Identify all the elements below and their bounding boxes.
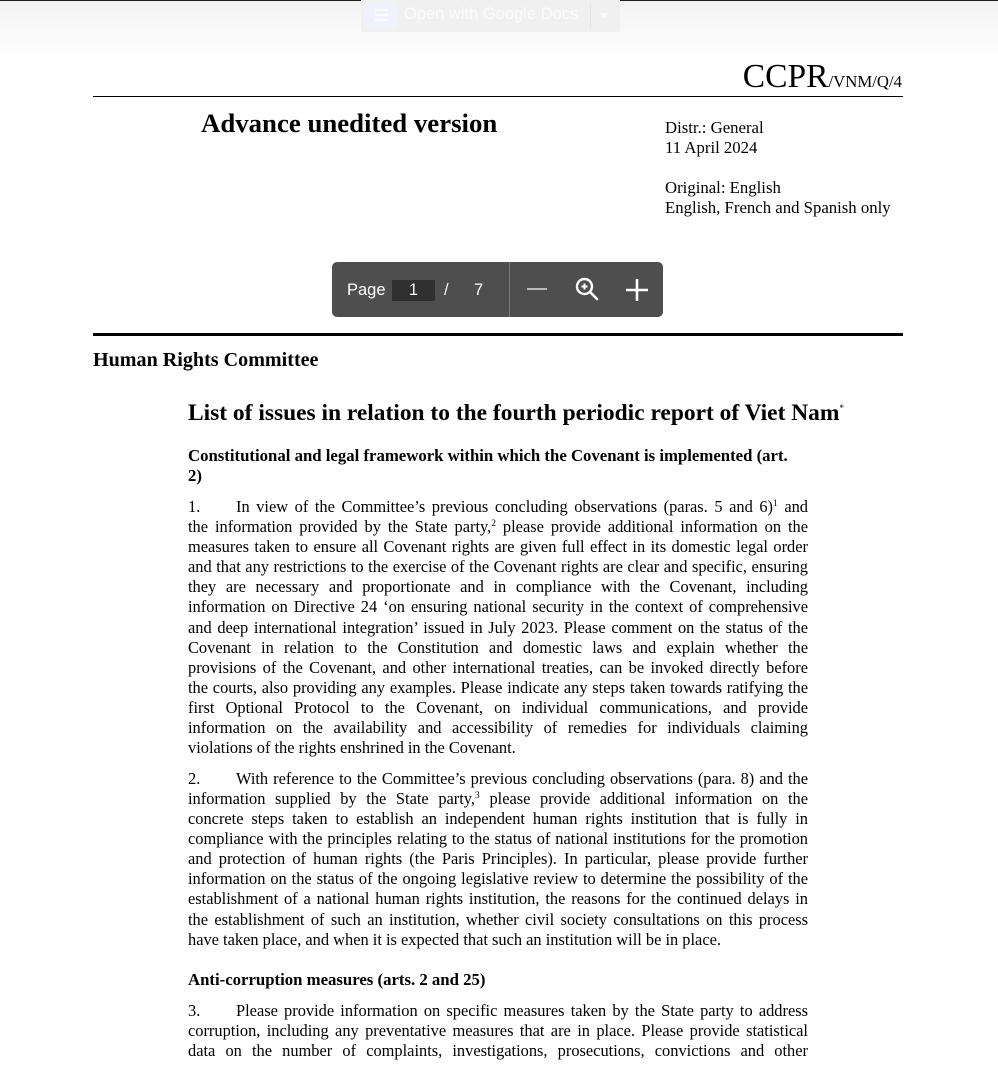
section-heading-line: 2): [188, 466, 202, 486]
chevron-down-icon[interactable]: [599, 13, 609, 18]
distribution-line: Distr.: General: [665, 118, 764, 137]
paragraph-line: data on the number of complaints, investigations, prosecutions, convictions and other: [188, 1040, 808, 1060]
paragraph-line: Covenant in relation to the Constitution and domestic laws and explain whether the: [188, 637, 808, 657]
paragraph-line: corruption, including any preventative measures that are in place. Please provide statistical: [188, 1020, 808, 1040]
paragraph-line: information on Directive 24 ‘on ensuring national security in the context of comprehensive: [188, 597, 808, 617]
paragraph-line: and that any restrictions to the exercise of the Covenant rights are clear and specific, ensuring: [188, 557, 808, 577]
paragraph-line: measures taken to ensure all Covenant rights are given full effect in its domestic legal order: [188, 537, 808, 557]
paragraph-line: first Optional Protocol to the Covenant, on individual communications, and provide: [188, 697, 808, 717]
footnote-reference[interactable]: 1: [773, 498, 778, 509]
numbered-paragraph: [188, 1001, 808, 1061]
masthead-rule: [93, 333, 903, 336]
paragraph-line: the establishment of such an institution, whether civil society consultations on this process: [188, 909, 808, 929]
document-date: 11 April 2024: [665, 138, 758, 158]
page-toolbar: [332, 262, 663, 317]
paragraph-line: 1. In view of the Committee’s previous concluding observations (paras. 5 and 6)$^1$ and: [188, 496, 808, 516]
paragraph-line: provisions of the Covenant, and other international treaties, can be invoked directly before: [188, 657, 808, 677]
paragraph-line: compliance with the principles relating to the status of national institutions for the promotion: [188, 829, 808, 849]
section-heading-line: Anti-corruption measures (arts. 2 and 25): [188, 969, 486, 989]
open-with-label: Open with Google Docs: [404, 5, 579, 23]
page-label: Page: [347, 281, 386, 299]
committee-name: Human Rights Committee: [93, 349, 319, 371]
header-rule: [93, 96, 903, 97]
page-number-input[interactable]: 1: [392, 280, 435, 301]
paragraph-line: they are necessary and proportionate and in compliance with the Covenant, including: [188, 577, 808, 597]
paragraph-line: 2. With reference to the Committee’s previous concluding observations (para. 8) and the: [188, 768, 808, 788]
language-availability: English, French and Spanish only: [665, 198, 891, 218]
paragraph-line: the information provided by the State party,$^2$ please provide additional information on the: [188, 517, 809, 537]
numbered-paragraph: [188, 497, 808, 758]
document-body: [188, 446, 808, 1072]
page-separator: /: [444, 281, 449, 299]
symbol-main: CCPR: [742, 58, 829, 95]
document-section: [188, 446, 808, 950]
paragraph-line: violations of the rights enshrined in the Covenant.: [188, 738, 516, 758]
title-footnote-marker: *: [839, 403, 844, 413]
paragraph-line: establishment of a national human rights institution, the reasons for the continued delays in: [188, 889, 808, 909]
document-section: [188, 960, 808, 1061]
footnote-reference[interactable]: 3: [475, 790, 480, 801]
magnifier-plus-icon[interactable]: [574, 276, 600, 302]
document-symbol: [743, 60, 902, 100]
original-language: Original: English: [665, 178, 781, 198]
paragraph-number: 2.: [188, 768, 201, 788]
symbol-suffix: /VNM/Q/4: [828, 72, 902, 91]
numbered-paragraph: [188, 769, 808, 950]
zoom-in-plus-icon[interactable]: [626, 279, 648, 301]
distribution-block: [665, 118, 891, 218]
section-heading: [188, 446, 808, 486]
section-heading-line: Constitutional and legal framework within which the Covenant is implemented (art.: [188, 446, 788, 465]
paragraph-line: information on the availability and accessibility of remedies for individuals claiming: [188, 718, 808, 738]
total-pages: 7: [474, 281, 484, 299]
section-heading: [188, 970, 808, 990]
google-docs-icon: [366, 1, 397, 29]
toolbar-divider: [509, 262, 510, 317]
button-divider: [590, 3, 591, 29]
paragraph-line: have taken place, and when it is expected that such an institution will be in place.: [188, 929, 721, 949]
footnote-reference[interactable]: 2: [491, 519, 496, 530]
document-title-text: List of issues in relation to the fourth periodic report of Viet Nam: [188, 400, 840, 426]
document-status: Advance unedited version: [201, 108, 498, 138]
zoom-out-minus-icon[interactable]: [527, 288, 547, 290]
paragraph-line: concrete steps taken to establish an independent human rights institution that is fully in: [188, 809, 808, 829]
paragraph-line: information supplied by the State party,$^3$ please provide additional information on the: [188, 788, 809, 808]
paragraph-line: and protection of human rights (the Paris Principles). In particular, please provide further: [188, 849, 808, 869]
open-with-google-docs-button[interactable]: [361, 0, 620, 32]
paragraph-number: 1.: [188, 496, 201, 516]
paragraph-line: information on the status of the ongoing legislative review to determine the possibility of the: [188, 869, 808, 889]
paragraph-line: 3. Please provide information on specific measures taken by the State party to address: [188, 1000, 808, 1020]
document-title: [188, 399, 844, 427]
paragraph-number: 3.: [188, 1000, 201, 1020]
paragraph-line: the courts, also providing any examples. Please indicate any steps taken towards ratifying the: [188, 677, 808, 697]
paragraph-line: and deep international integration’ issued in July 2023. Please comment on the status of the: [188, 617, 808, 637]
